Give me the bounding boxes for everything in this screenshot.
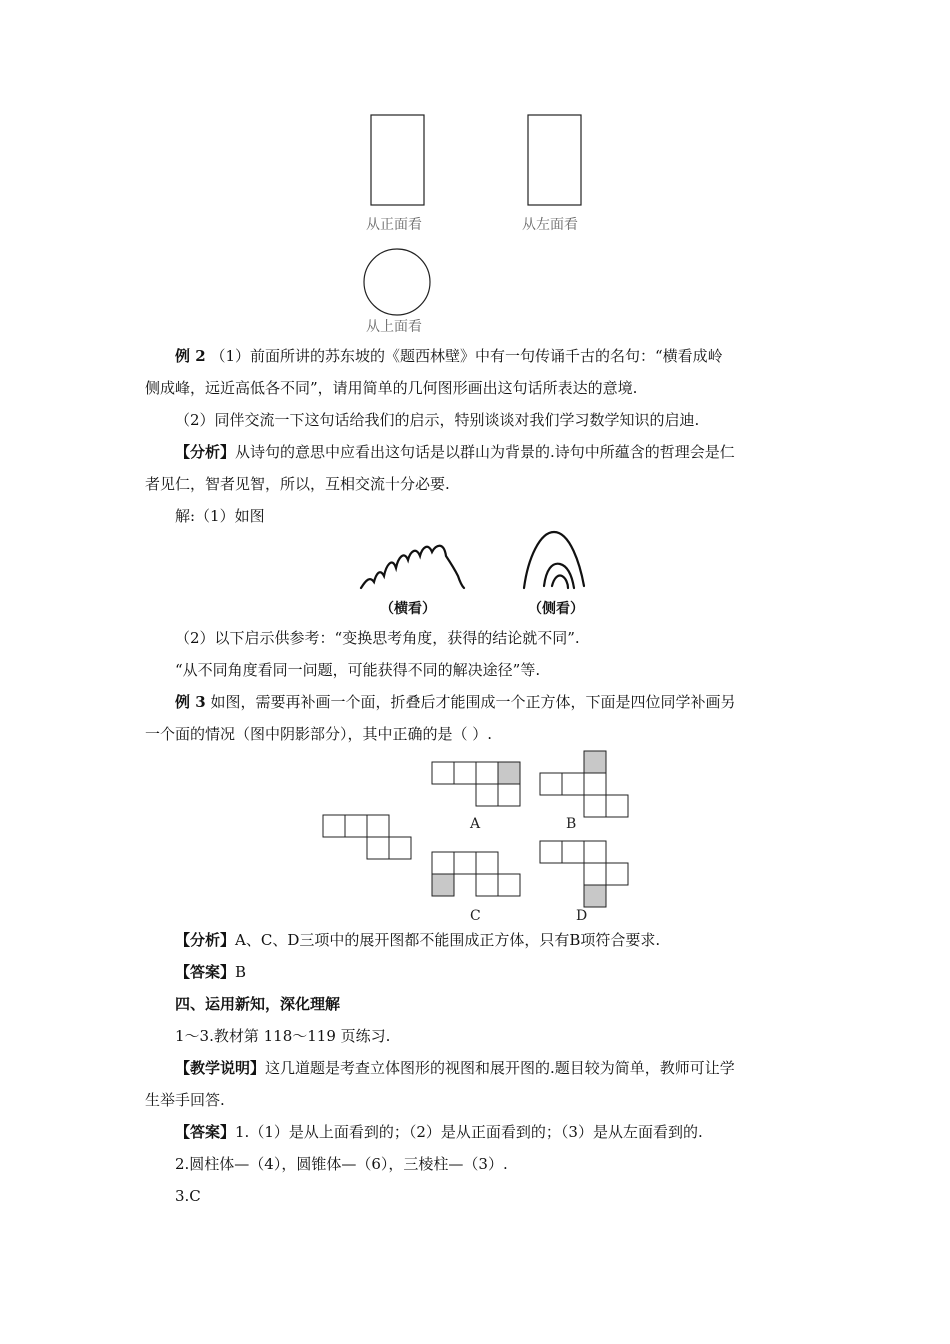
example2-analysis-line1: 【分析】从诗句的意思中应看出这句话是以群山为背景的.诗句中所蕴含的哲理会是仁 [175, 443, 735, 461]
example2-label: 例 2 [175, 347, 206, 365]
mountains-horizontal-view [358, 538, 468, 598]
analysis-tag: 【分析】 [175, 443, 236, 461]
option-c-net [431, 851, 523, 897]
section4-answer1: 【答案】1.（1）是从上面看到的；（2）是从正面看到的；（3）是从左面看到的. [175, 1123, 703, 1141]
front-view-rectangle [370, 115, 426, 207]
section4-note-line1: 【教学说明】这几道题是考查立体图形的视图和展开图的.题目较为简单，教师可让学 [175, 1059, 735, 1077]
example3-analysis: 【分析】A、C、D三项中的展开图都不能围成正方体，只有B项符合要求. [175, 931, 661, 949]
example2-question1-line1: 例 2 （1）前面所讲的苏东坡的《题西林壁》中有一句传诵千古的名句：“横看成岭 [175, 347, 723, 365]
front-view-caption: 从正面看 [366, 217, 422, 233]
top-view-caption: 从上面看 [366, 319, 422, 335]
option-d-label: D [576, 908, 588, 924]
caption-horizontal-view: （横看） [380, 601, 436, 617]
mountains-side-view [518, 528, 588, 592]
example2-question1-line2: 侧成峰，远近高低各不同”，请用简单的几何图形画出这句话所表达的意境. [145, 379, 638, 397]
option-d-net [539, 840, 631, 908]
section4-note-line2: 生举手回答. [145, 1091, 225, 1109]
example2-question2: （2）同伴交流一下这句话给我们的启示，特别谈谈对我们学习数学知识的启迪. [175, 411, 700, 429]
example3-label: 例 3 [175, 693, 206, 711]
option-b-net [539, 750, 631, 818]
base-cube-net [322, 814, 414, 860]
section4-answer3: 3.C [175, 1187, 201, 1205]
example3-question-line1: 例 3 如图，需要再补画一个面，折叠后才能围成一个正方体，下面是四位同学补画另 [175, 693, 736, 711]
option-c-label: C [470, 908, 481, 924]
section4-answer2: 2.圆柱体—（4），圆锥体—（6），三棱柱—（3）. [175, 1155, 508, 1173]
option-a-label: A [470, 816, 481, 832]
option-b-label: B [566, 816, 577, 832]
left-view-caption: 从左面看 [522, 217, 578, 233]
example2-solution: 解:（1）如图 [175, 507, 265, 525]
example2-analysis-line2: 者见仁，智者见智，所以，互相交流十分必要. [145, 475, 450, 493]
example2-answer2-line2: “从不同角度看同一问题，可能获得不同的解决途径”等. [175, 661, 541, 679]
section4-title: 四、运用新知，深化理解 [175, 995, 341, 1013]
example3-question-line2: 一个面的情况（图中阴影部分），其中正确的是（ ）. [145, 725, 493, 743]
example2-answer2-line1: （2）以下启示供参考：“变换思考角度，获得的结论就不同”. [175, 629, 580, 647]
section4-exercise: 1～3.教材第 118～119 页练习. [175, 1027, 391, 1045]
caption-side-view: （侧看） [528, 601, 584, 617]
option-a-net [431, 761, 523, 807]
top-view-circle [362, 248, 434, 320]
left-view-rectangle [527, 115, 583, 207]
example3-answer: 【答案】B [175, 963, 247, 981]
